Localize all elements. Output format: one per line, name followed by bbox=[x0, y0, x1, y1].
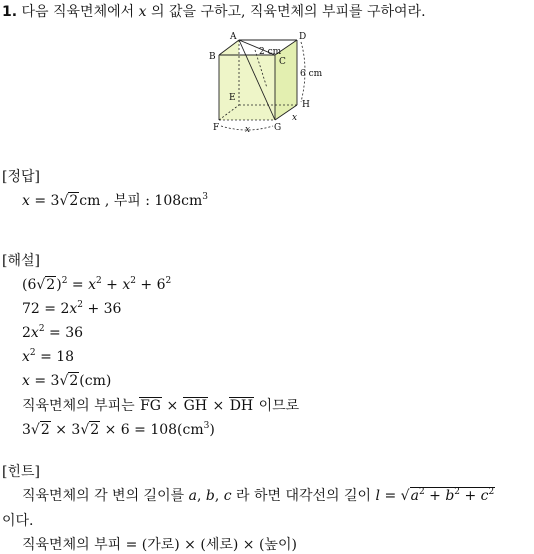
h1-rb: b bbox=[445, 488, 455, 504]
label-x-bottom: x bbox=[245, 125, 251, 135]
solution-line-2 bbox=[22, 300, 121, 318]
answer-root: 2 bbox=[69, 193, 79, 209]
s1-b: ) bbox=[56, 277, 62, 293]
answer-header: [정답] bbox=[2, 169, 40, 185]
s5-b: (cm) bbox=[79, 373, 112, 389]
s1-e4: 2 bbox=[165, 276, 172, 286]
s1-x1: x bbox=[88, 277, 96, 293]
solution-line-3 bbox=[22, 324, 83, 342]
label-diag-2cm: 2 cm bbox=[259, 47, 282, 57]
h1-c1: , bbox=[196, 488, 206, 504]
segment-GH: GH bbox=[183, 398, 208, 414]
s6-t2: × bbox=[208, 398, 229, 414]
label-F: F bbox=[213, 123, 220, 133]
label-height-6cm: 6 cm bbox=[300, 69, 323, 79]
s1-d: + bbox=[101, 277, 123, 293]
s3-b: = 36 bbox=[44, 325, 84, 341]
s4-x: x bbox=[22, 349, 30, 365]
s1-e3: 2 bbox=[130, 276, 136, 286]
h1-vb: b bbox=[205, 488, 215, 504]
solution-line-4 bbox=[22, 348, 74, 366]
solution-line-7 bbox=[22, 421, 215, 439]
s1-a: (6 bbox=[22, 277, 37, 293]
segment-FG: FG bbox=[140, 398, 161, 414]
solution-line-6 bbox=[22, 397, 299, 415]
h1-eq: = bbox=[380, 488, 401, 504]
answer-x: x bbox=[22, 193, 30, 209]
h1-va: a bbox=[188, 488, 197, 504]
s1-sqrt: √2 bbox=[36, 277, 56, 293]
s7-b: × 3 bbox=[50, 422, 81, 438]
h1-e2: 2 bbox=[454, 487, 461, 497]
question-text-before: 다음 직육면체에서 bbox=[17, 4, 139, 20]
s1-root: 2 bbox=[46, 277, 56, 293]
s5-root: 2 bbox=[69, 373, 79, 389]
h1-c2: , bbox=[214, 488, 224, 504]
answer-exp: 3 bbox=[202, 192, 209, 202]
s1-c: = bbox=[67, 277, 89, 293]
h1-b: 라 하면 대각선의 길이 bbox=[231, 488, 376, 504]
h1-p2: + bbox=[460, 488, 481, 504]
s7-r1: 2 bbox=[40, 422, 50, 438]
s5-sqrt: √2 bbox=[59, 373, 79, 389]
h1-rc: c bbox=[480, 488, 489, 504]
cuboid-side-face bbox=[219, 55, 275, 120]
h1-sqrt: $√a^2 + b^2 + c^2$ bbox=[400, 487, 495, 504]
s4-e: 2 bbox=[29, 348, 36, 358]
cuboid-figure bbox=[205, 30, 335, 140]
label-C: C bbox=[279, 57, 286, 67]
h1-under bbox=[410, 487, 496, 504]
s6-b: 이므로 bbox=[254, 398, 300, 414]
s2-e: 2 bbox=[77, 300, 83, 310]
s3-x: x bbox=[30, 325, 39, 341]
h1-e1: 2 bbox=[418, 487, 425, 497]
h1-e3: 2 bbox=[488, 487, 495, 497]
s1-e2: 2 bbox=[95, 276, 102, 286]
question-line bbox=[2, 3, 426, 21]
s1-f: + 6 bbox=[135, 277, 166, 293]
s2-x: x bbox=[69, 301, 78, 317]
h1-p1: + bbox=[424, 488, 446, 504]
solution-line-5 bbox=[22, 372, 111, 390]
question-text-after: 의 값을 구하고, 직육면체의 부피를 구하여라. bbox=[146, 4, 426, 20]
s7-a: 3 bbox=[22, 422, 31, 438]
s5-a: = 3 bbox=[29, 373, 60, 389]
h1-vl: l bbox=[375, 488, 381, 504]
h1-vc: c bbox=[223, 488, 232, 504]
s2-b: + 36 bbox=[83, 301, 122, 317]
hint-line-3: 직육면체의 부피 = (가로) × (세로) × (높이) bbox=[22, 537, 297, 553]
hint-line-1 bbox=[22, 487, 495, 505]
s3-a: 2 bbox=[22, 325, 31, 341]
answer-unit: cm , 부피 : 108cm bbox=[79, 193, 203, 209]
s2-a: 72 = 2 bbox=[22, 301, 70, 317]
s6-t1: × bbox=[162, 398, 183, 414]
label-E: E bbox=[229, 93, 236, 103]
answer-eq: = 3 bbox=[29, 193, 60, 209]
s7-sqrt-2: √2 bbox=[80, 422, 100, 438]
question-var-x: x bbox=[138, 4, 147, 20]
question-number: 1. bbox=[2, 4, 18, 20]
s4-b: = 18 bbox=[35, 349, 75, 365]
solution-header: [해설] bbox=[2, 253, 40, 269]
s7-r2: 2 bbox=[90, 422, 100, 438]
s7-c: × 6 = 108(cm bbox=[100, 422, 204, 438]
s1-x2: x bbox=[122, 277, 131, 293]
answer-sqrt: √2 bbox=[59, 193, 79, 209]
s3-e: 2 bbox=[38, 324, 45, 334]
label-D: D bbox=[299, 32, 307, 42]
label-x-side: x bbox=[292, 113, 298, 123]
h1-ra: a bbox=[410, 488, 419, 504]
hint-line-2: 이다. bbox=[2, 513, 34, 529]
s7-e: 3 bbox=[203, 421, 210, 431]
label-B: B bbox=[209, 52, 216, 62]
hint-header: [힌트] bbox=[2, 464, 40, 480]
s5-x: x bbox=[22, 373, 30, 389]
s7-sqrt-1: √2 bbox=[30, 422, 50, 438]
answer-line bbox=[22, 192, 208, 210]
label-G: G bbox=[274, 123, 282, 133]
s1-e1: 2 bbox=[61, 276, 68, 286]
label-H: H bbox=[302, 100, 310, 110]
label-A: A bbox=[230, 32, 237, 42]
s7-d: ) bbox=[209, 422, 215, 438]
segment-DH: DH bbox=[229, 398, 254, 414]
s6-a: 직육면체의 부피는 bbox=[22, 398, 140, 414]
h1-a: 직육면체의 각 변의 길이를 bbox=[22, 488, 189, 504]
solution-line-1 bbox=[22, 276, 171, 294]
